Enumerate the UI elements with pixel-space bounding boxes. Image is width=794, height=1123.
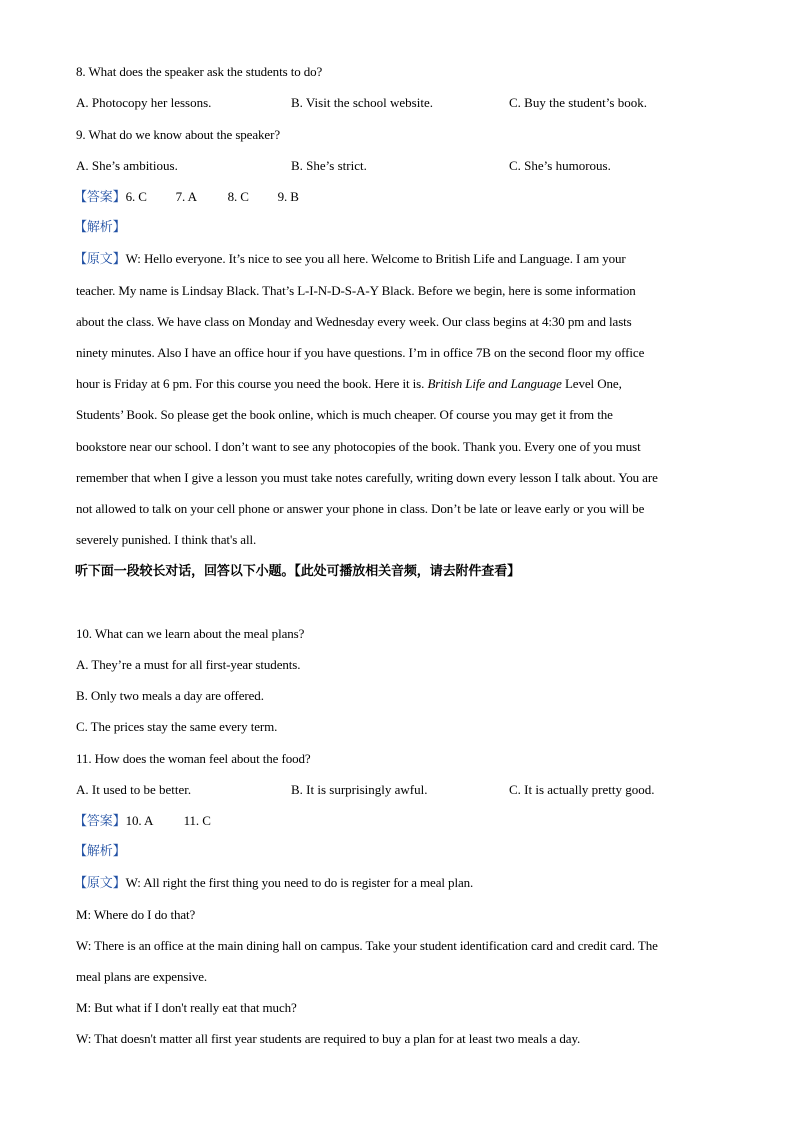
question-11-option-b: B. It is surprisingly awful. [291,782,428,797]
transcript-text: hour is Friday at 6 pm. For this course you need the book. Here it is. [76,376,425,391]
transcript-line: severely punished. I think that's all. [76,532,257,547]
transcript-line: teacher. My name is Lindsay Black. That’s L-I-N-D-S-A-Y Black. Before we begin, here is some information [76,283,636,298]
answer-tag: 【答案】 [74,190,126,205]
answer-item: 8. C [227,189,249,204]
transcript-line: remember that when I give a lesson you must take notes carefully, writing down every lesson I talk about. You are [76,470,658,485]
listening-instruction: 听下面一段较长对话，回答以下小题。【此处可播放相关音频，请去附件查看】 [75,564,521,579]
transcript-text: W: Hello everyone. It’s nice to see you all here. Welcome to British Life and Language. I am your [125,251,626,266]
answer-item: 7. A [175,189,197,204]
transcript-tag: 【原文】 [74,876,126,891]
transcript-line: W: There is an office at the main dining hall on campus. Take your student identification card and credit card. The [76,938,658,953]
question-11-option-c: C. It is actually pretty good. [509,782,655,797]
transcript-line: ninety minutes. Also I have an office hour if you have questions. I’m in office 7B on the second floor my office [76,345,645,360]
question-8-option-c: C. Buy the student’s book. [509,95,647,110]
question-8-option-a: A. Photocopy her lessons. [76,95,212,110]
transcript-line [76,376,622,392]
answer-tag: 【答案】 [74,814,126,829]
book-level: Level One, [564,376,622,391]
transcript-line [74,251,626,268]
question-10-option-c: C. The prices stay the same every term. [76,719,278,734]
transcript-line: meal plans are expensive. [76,969,208,984]
transcript-line: about the class. We have class on Monday and Wednesday every week. Our class begins at 4:30 pm and lasts [76,314,632,329]
transcript-line: bookstore near our school. I don’t want to see any photocopies of the book. Thank you. Every one of you must [76,439,641,454]
transcript-line: M: But what if I don't really eat that much? [76,1000,297,1015]
answer-item: 11. C [183,813,211,828]
transcript-line: W: That doesn't matter all first year students are required to buy a plan for at least two meals a day. [76,1031,581,1046]
answer-item: 6. C [125,189,147,204]
answer-line-1 [74,189,299,206]
transcript-line: Students’ Book. So please get the book online, which is much cheaper. Of course you may get it from the [76,407,613,422]
analysis-tag: 【解析】 [74,844,126,859]
answer-item: 10. A [125,813,154,828]
question-9-option-c: C. She’s humorous. [509,158,611,173]
question-8-option-b: B. Visit the school website. [291,95,433,110]
transcript-line: M: Where do I do that? [76,907,196,922]
question-10-stem: 10. What can we learn about the meal plans? [76,626,305,641]
analysis-tag: 【解析】 [74,220,126,235]
question-11-option-a: A. It used to be better. [76,782,192,797]
question-9-option-b: B. She’s strict. [291,158,367,173]
answer-item: 9. B [277,189,299,204]
transcript-line: not allowed to talk on your cell phone or answer your phone in class. Don’t be late or leave early or you will be [76,501,645,516]
question-9-stem: 9. What do we know about the speaker? [76,127,280,142]
answer-line-2 [74,813,211,830]
question-10-option-b: B. Only two meals a day are offered. [76,688,264,703]
transcript-text: W: All right the first thing you need to do is register for a meal plan. [125,875,474,890]
question-11-stem: 11. How does the woman feel about the food? [76,751,311,766]
transcript-line [74,875,473,892]
book-title: British Life and Language [427,376,562,391]
transcript-tag: 【原文】 [74,252,126,267]
question-8-stem: 8. What does the speaker ask the students to do? [76,64,323,79]
question-10-option-a: A. They’re a must for all first-year students. [76,657,301,672]
question-9-option-a: A. She’s ambitious. [76,158,178,173]
